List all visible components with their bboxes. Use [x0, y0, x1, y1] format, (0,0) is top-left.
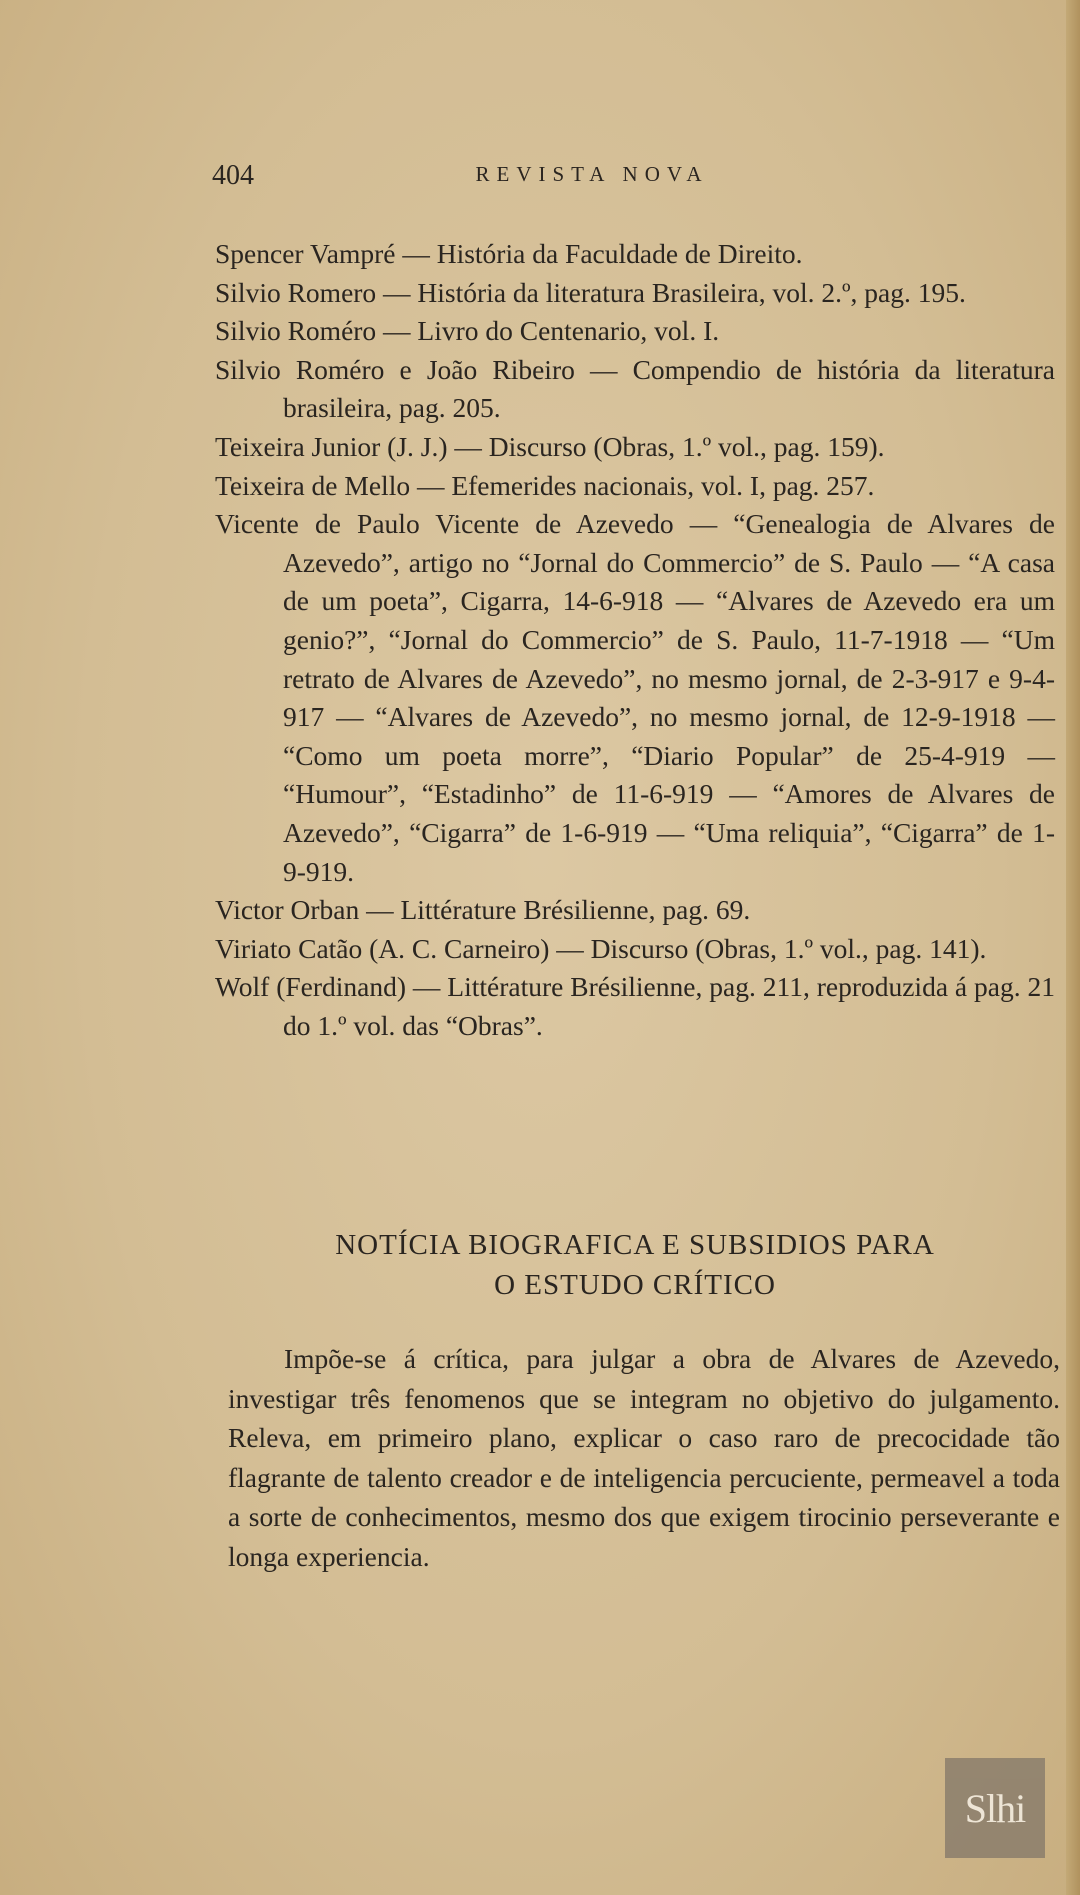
page-number: 404: [212, 160, 254, 191]
bibliography-entry: Victor Orban — Littérature Brésilienne, pag. 69.: [215, 894, 751, 926]
bibliography-entry: Silvio Roméro e João Ribeiro — Compendio de história da literatura brasileira, pag. 205.: [215, 353, 1055, 424]
bibliography-entry: Teixeira de Mello — Efemerides nacionais, vol. I, pag. 257.: [215, 469, 875, 501]
library-watermark-logo: [945, 1758, 1045, 1858]
section-heading-line-2: O ESTUDO CRÍTICO: [494, 1269, 776, 1301]
bibliography-entry: Silvio Romero — História da literatura Brasileira, vol. 2.º, pag. 195.: [215, 276, 966, 308]
page-edge: [1066, 0, 1080, 1895]
section-heading-line-1: NOTÍCIA BIOGRAFICA E SUBSIDIOS PARA: [335, 1229, 935, 1261]
bibliography-entry: Spencer Vampré — História da Faculdade de Direito.: [215, 238, 803, 269]
bibliography-entry: Silvio Roméro — Livro do Centenario, vol. I.: [215, 315, 720, 347]
section-heading: [215, 1225, 1055, 1305]
running-title: REVISTA NOVA: [475, 162, 709, 186]
bibliography-list: [215, 235, 1055, 1045]
bibliography-entry: Vicente de Paulo Vicente de Azevedo — “Genealogia de Alvares de Azevedo”, artigo no “Jornal do Commercio” de S. Paulo — “A casa de um poeta”, Cigarra, 14-6-918 — “Alvares de Azevedo era um genio?”, “Jornal do Commercio” de S. Paulo, 11-7-1918 — “Um retrato de Alvares de Azevedo”, no mesmo jornal, de 2-3-917 e 9-4-917 — “Alvares de Azevedo”, no mesmo jornal, de 12-9-1918 — “Como um poeta morre”, “Diario Popular” de 25-4-919 — “Humour”, “Estadinho” de 11-6-919 — “Amores de Alvares de Azevedo”, “Cigarra” de 1-6-919 — “Uma reliquia”, “Cigarra” de 1-9-919.: [215, 508, 1055, 887]
watermark-text: Slhi: [964, 1785, 1026, 1831]
page-header: [212, 160, 972, 200]
bibliography-entry: Viriato Catão (A. C. Carneiro) — Discurso (Obras, 1.º vol., pag. 141).: [215, 932, 987, 964]
bibliography-entry: Wolf (Ferdinand) — Littérature Brésilienne, pag. 211, reproduzida á pag. 21 do 1.º vol. das “Obras”.: [215, 971, 1055, 1041]
bibliography-entry: Teixeira Junior (J. J.) — Discurso (Obras, 1.º vol., pag. 159).: [215, 430, 885, 462]
body-paragraph: Impõe-se á crítica, para julgar a obra de Alvares de Azevedo, investigar três fenomenos que se integram no objetivo do julgamento. Releva, em primeiro plano, explicar o caso raro de precocidade tão flagrante de talento creador e de inteligencia percuciente, permeavel a toda a sorte de conhecimentos, mesmo dos que exigem tirocinio perseverante e longa experiencia.: [228, 1343, 1060, 1572]
